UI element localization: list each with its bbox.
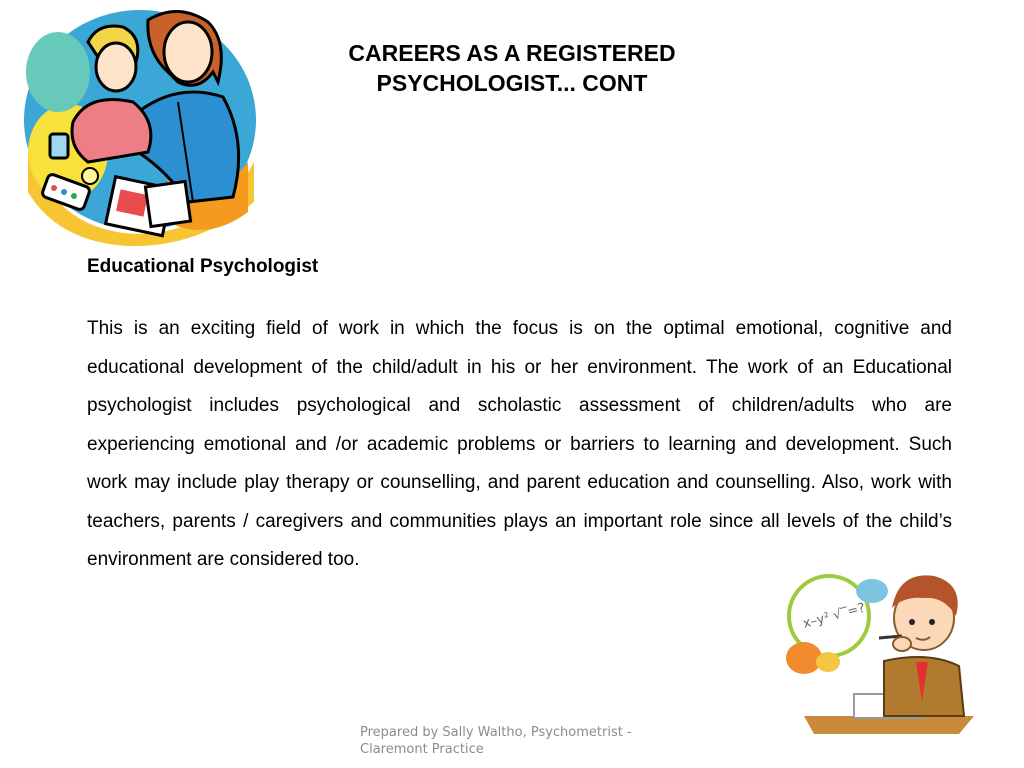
teacher-child-illustration xyxy=(18,2,263,250)
title-line-1: CAREERS AS A REGISTERED xyxy=(348,40,676,66)
section-heading: Educational Psychologist xyxy=(87,256,319,277)
math-bubble-text: x–y² √‾=? xyxy=(801,600,867,632)
boy-thinking-illustration xyxy=(784,566,984,734)
footer-text: Prepared by Sally Waltho, Psychometrist - Claremont Practice xyxy=(360,725,632,757)
body-paragraph: This is an exciting field of work in which the focus is on the optimal emotional, cognitive and educational development of the child/adult in his or her environment. The work of an Educational psychologist includes psychological and scholastic assessment of children/adults who are experiencing emotional and /or academic problems or barriers to learning and development. Such work may include play therapy or counselling, and parent education and counselling. Also, work with teachers, parents / caregivers and communities plays an important role since all levels of the child’s environment are considered too. xyxy=(87,318,952,570)
page-title xyxy=(300,38,724,98)
title-line-2: PSYCHOLOGIST... CONT xyxy=(376,70,648,96)
